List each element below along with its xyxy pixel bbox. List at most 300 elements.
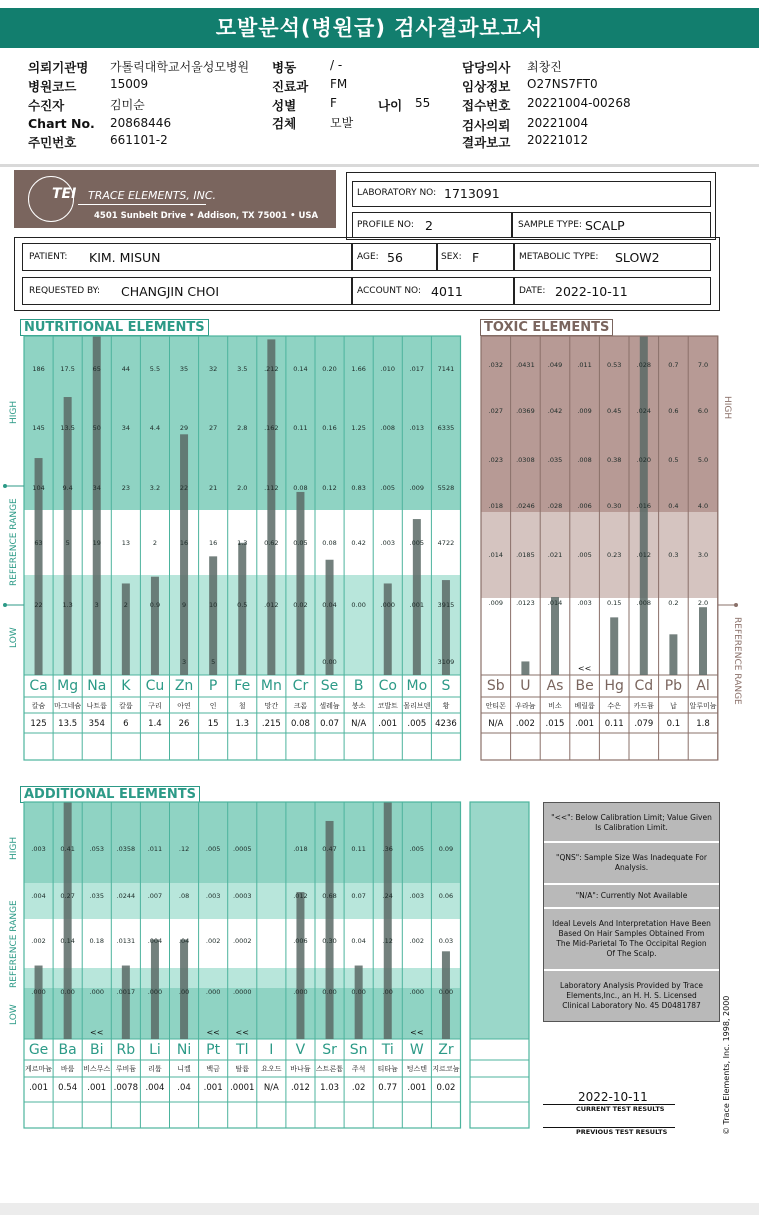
additional-extra-col-1 xyxy=(470,802,500,1039)
chart0-bar-Zn xyxy=(180,434,188,675)
label-receipt-no: 접수번호 xyxy=(462,98,511,113)
chart0-tick-B-1: 1.25 xyxy=(351,424,366,432)
chart1-tick-Be-0: .011 xyxy=(577,361,592,369)
chart2-band-1 xyxy=(24,883,461,919)
chart0-value-Zn: 26 xyxy=(178,719,190,729)
chart2-value-Ti: 0.77 xyxy=(378,1083,398,1093)
chart2-tick-Tl-3: .0000 xyxy=(232,988,252,996)
chart0-symbol-S: S xyxy=(441,678,451,694)
chart0-symbol-Zn: Zn xyxy=(174,678,194,694)
chart2-tick-V-3: .000 xyxy=(293,988,308,996)
profile-no-value: 2 xyxy=(425,218,433,233)
chart0-tick-S-1: 6335 xyxy=(437,424,455,432)
chart0-bar-Mn xyxy=(267,339,275,675)
chart2-value-Pt: .001 xyxy=(203,1083,223,1093)
chart0-korean-Mg: 마그네슘 xyxy=(54,702,82,710)
chart1-symbol-Al: Al xyxy=(696,678,710,694)
chart2-tick-Rb-1: .0244 xyxy=(116,892,136,900)
label-doctor: 담당의사 xyxy=(462,60,511,75)
chart1-value-Sb: N/A xyxy=(488,719,504,729)
label-ward: 병동 xyxy=(272,60,297,75)
chart1-tick-U-0: .0431 xyxy=(516,361,535,369)
chart2-tick-Ge-3: .000 xyxy=(31,988,46,996)
note-laboratory: Laboratory Analysis Provided by Trace Elements,Inc., an H. H. S. Licensed Clinical Laboratory No. 45 D0481787 xyxy=(560,981,703,1010)
chart2-tick-Sn-0: 0.11 xyxy=(351,845,366,853)
chart0-symbol-Mo: Mo xyxy=(406,678,428,694)
chart1-korean-U: 우라늄 xyxy=(515,702,536,710)
chart1-bar-Hg xyxy=(610,617,618,675)
chart1-symbol-Be: Be xyxy=(575,678,594,694)
nutritional-title: NUTRITIONAL ELEMENTS xyxy=(20,319,209,336)
chart1-tick-Be-5: .003 xyxy=(577,599,592,607)
label-department: 진료과 xyxy=(272,79,309,94)
chart1-value-Hg: 0.11 xyxy=(604,719,624,729)
chart0-tick-Mg-2: 9.4 xyxy=(62,484,73,492)
chart1-tick-Be-3: .006 xyxy=(577,502,592,510)
chart0-korean-Co: 코발트 xyxy=(377,702,398,710)
chart1-tick-As-0: .049 xyxy=(547,361,563,369)
chart2-value-Zr: 0.02 xyxy=(436,1083,456,1093)
chart2-korean-Tl: 탈륨 xyxy=(235,1065,250,1073)
chart0-tick-Se-1: 0.16 xyxy=(322,424,337,432)
chart0-symbol-Cu: Cu xyxy=(145,678,165,694)
chart1-tick-Cd-0: .028 xyxy=(636,361,652,369)
chart0-tick-Co-1: .008 xyxy=(380,424,395,432)
chart0-value-Mo: .005 xyxy=(407,719,427,729)
chart0-korean-Zn: 아연 xyxy=(177,702,191,710)
chart0-value-Cu: 1.4 xyxy=(148,719,162,729)
chart2-value-Bi: .001 xyxy=(87,1083,107,1093)
label-clinical-info: 임상정보 xyxy=(462,79,511,94)
metabolic-type-value: SLOW2 xyxy=(615,250,660,265)
chart2-tick-Ni-1: .08 xyxy=(178,892,190,900)
chart0-tick-S-3: 4722 xyxy=(437,539,455,547)
sex-label: SEX: xyxy=(441,252,462,262)
chart2-tick-Ti-2: .12 xyxy=(382,937,393,945)
copyright: © Trace Elements, Inc. 1998, 2000 xyxy=(722,995,731,1135)
chart2-bar-V xyxy=(296,892,304,1039)
chart2-korean-Zr: 지르코늄 xyxy=(432,1065,460,1073)
chart2-korean-V: 바나듐 xyxy=(290,1065,311,1073)
chart2-tick-Bi-2: 0.18 xyxy=(89,937,104,945)
chart0-tick-Fe-2: 2.0 xyxy=(237,484,248,492)
chart0-bar-Co xyxy=(384,583,392,675)
chart0-value-Fe: 1.3 xyxy=(235,719,250,729)
chart0-tick-Zn-5: 3 xyxy=(181,658,187,666)
chart2-tick-W-3: .000 xyxy=(409,988,425,996)
chart2-tick-Sr-1: 0.68 xyxy=(322,892,337,900)
chart2-marker-Tl: << xyxy=(235,1028,249,1037)
chart2-korean-Bi: 비스무스 xyxy=(83,1065,111,1073)
chart1-tick-U-1: .0369 xyxy=(516,407,535,415)
chart0-tick-Cu-2: 3.2 xyxy=(149,484,161,492)
chart0-tick-Fe-4: 0.5 xyxy=(237,601,248,609)
chart2-korean-Sr: 스트론튬 xyxy=(316,1065,344,1073)
chart1-tick-U-4: .0185 xyxy=(516,551,535,559)
chart2-marker-W: << xyxy=(410,1028,424,1037)
chart0-tick-Mo-2: .009 xyxy=(409,484,425,492)
chart1-value-U: .002 xyxy=(515,719,535,729)
value-specimen: 모발 xyxy=(330,116,354,130)
age-value: 56 xyxy=(387,250,403,265)
chart0-tick-S-2: 5528 xyxy=(437,484,455,492)
label-institution: 의뢰기관명 xyxy=(28,60,89,75)
chart2-tick-Sr-2: 0.30 xyxy=(322,937,337,945)
chart2-bar-Ba xyxy=(64,802,72,1039)
chart2-tick-Li-1: .007 xyxy=(147,892,163,900)
chart2-korean-I: 요오드 xyxy=(261,1065,282,1073)
chart0-tick-Mn-1: .162 xyxy=(264,424,279,432)
chart0-tick-S-5: 3109 xyxy=(437,658,455,666)
chart1-tick-Pb-0: 0.7 xyxy=(668,361,679,369)
date-label: DATE: xyxy=(519,286,546,296)
chart0-symbol-Mn: Mn xyxy=(260,678,282,694)
value-receipt-no: 20221004-00268 xyxy=(527,96,631,110)
side-reference-2: REFERENCE RANGE xyxy=(9,900,19,988)
chart0-bar-K xyxy=(122,583,130,675)
value-age: 55 xyxy=(415,96,431,110)
chart1-tick-Pb-1: 0.6 xyxy=(668,407,679,415)
value-resident-no: 661101-2 xyxy=(110,133,168,147)
chart2-bar-Sn xyxy=(355,966,363,1039)
chart1-tick-Al-0: 7.0 xyxy=(697,361,709,369)
chart2-korean-Ti: 티타늄 xyxy=(377,1065,398,1073)
chart2-tick-V-2: .006 xyxy=(293,937,308,945)
chart1-tick-Sb-3: .018 xyxy=(488,502,504,510)
chart0-korean-Cu: 구리 xyxy=(148,702,162,710)
logo-text: TEI xyxy=(52,186,77,202)
chart1-korean-Be: 베릴륨 xyxy=(574,702,595,710)
chart0-korean-Ca: 칼슘 xyxy=(31,702,46,710)
chart0-tick-Cr-0: 0.14 xyxy=(293,365,308,373)
chart2-band-3 xyxy=(24,968,461,988)
value-clinical-info: O27NS7FT0 xyxy=(527,77,598,91)
chart0-value-Se: 0.07 xyxy=(320,719,340,729)
side-reference-toxic: REFERENCE RANGE xyxy=(732,617,742,705)
chart2-tick-Zr-3: 0.00 xyxy=(438,988,454,996)
chart1-tick-Al-4: 3.0 xyxy=(697,551,709,559)
chart1-bar-Al xyxy=(699,607,707,675)
value-sex: F xyxy=(330,96,337,110)
chart2-tick-Li-0: .011 xyxy=(147,845,163,853)
chart0-value-P: 15 xyxy=(207,719,219,729)
side-low-1: LOW xyxy=(9,627,19,648)
chart1-bar-As xyxy=(551,597,559,675)
chart0-korean-B: 붕소 xyxy=(351,702,366,710)
chart2-korean-Ba: 바륨 xyxy=(60,1065,75,1073)
chart1-tick-Al-5: 2.0 xyxy=(697,599,709,607)
chart1-bar-U xyxy=(521,661,529,675)
chart2-tick-Rb-2: .0131 xyxy=(116,937,136,945)
chart0-tick-Fe-3: 1.3 xyxy=(237,539,248,547)
chart1-tick-Cd-2: .020 xyxy=(636,456,652,464)
chart0-tick-B-0: 1.66 xyxy=(351,365,366,373)
chart0-tick-Co-3: .003 xyxy=(380,539,395,547)
chart2-tick-Bi-0: .053 xyxy=(89,845,104,853)
chart0-symbol-Se: Se xyxy=(320,678,339,694)
chart2-tick-Ge-1: .004 xyxy=(31,892,46,900)
chart0-value-Mg: 13.5 xyxy=(58,719,78,729)
chart2-tick-Ba-3: 0.00 xyxy=(60,988,75,996)
chart0-symbol-Cr: Cr xyxy=(292,678,309,694)
chart0-value-S: 4236 xyxy=(435,719,457,729)
current-test-label: CURRENT TEST RESULTS xyxy=(576,1105,665,1113)
chart2-bar-Ge xyxy=(35,966,43,1039)
chart2-tick-Tl-0: .0005 xyxy=(232,845,252,853)
chart0-tick-B-3: 0.42 xyxy=(351,539,366,547)
value-doctor: 최창진 xyxy=(527,60,562,74)
value-patient-name: 김미순 xyxy=(110,98,145,112)
chart0-tick-P-0: 32 xyxy=(209,365,218,373)
chart0-tick-Se-4: 0.04 xyxy=(322,601,337,609)
chart2-tick-Ti-3: .00 xyxy=(382,988,393,996)
chart0-value-K: 6 xyxy=(123,719,129,729)
chart0-tick-Mo-0: .017 xyxy=(409,365,425,373)
laboratory-no-label: LABORATORY NO: xyxy=(357,188,437,198)
chart2-symbol-V: V xyxy=(295,1042,306,1058)
label-sex: 성별 xyxy=(272,98,297,113)
chart0-tick-P-1: 27 xyxy=(209,424,218,432)
chart1-tick-Hg-0: 0.53 xyxy=(606,361,622,369)
chart1-tick-Cd-1: .024 xyxy=(636,407,652,415)
laboratory-no-value: 1713091 xyxy=(444,186,500,201)
chart1-tick-Sb-0: .032 xyxy=(488,361,504,369)
company-name: TRACE ELEMENTS, INC. xyxy=(88,189,217,202)
chart1-korean-Al: 알루미늄 xyxy=(689,702,717,710)
chart0-tick-Na-2: 34 xyxy=(92,484,101,492)
report-title: 모발분석(병원급) 검사결과보고서 xyxy=(0,8,759,48)
chart0-bar-Mg xyxy=(64,397,72,675)
chart1-tick-Sb-5: .009 xyxy=(488,599,504,607)
chart0-tick-Se-0: 0.20 xyxy=(322,365,337,373)
chart2-value-Rb: .0078 xyxy=(113,1083,139,1093)
chart0-tick-Zn-0: 35 xyxy=(179,365,189,373)
chart1-tick-Hg-4: 0.23 xyxy=(606,551,622,559)
chart2-symbol-I: I xyxy=(269,1042,274,1058)
chart2-value-V: .012 xyxy=(290,1083,310,1093)
chart0-tick-Na-1: 50 xyxy=(92,424,101,432)
chart0-tick-K-3: 13 xyxy=(121,539,130,547)
value-request-date: 20221004 xyxy=(527,116,589,130)
chart2-symbol-Zr: Zr xyxy=(438,1042,454,1058)
date-value: 2022-10-11 xyxy=(555,284,628,299)
chart2-value-I: N/A xyxy=(263,1083,279,1093)
chart2-marker-Pt: << xyxy=(206,1028,220,1037)
chart2-korean-W: 텅스텐 xyxy=(406,1065,427,1073)
chart0-tick-Se-3: 0.08 xyxy=(322,539,337,547)
additional-extra-col-2 xyxy=(500,802,529,1039)
chart2-symbol-Sn: Sn xyxy=(349,1042,368,1058)
company-address: 4501 Sunbelt Drive • Addison, TX 75001 • USA xyxy=(94,211,319,221)
chart2-tick-Rb-3: .0017 xyxy=(116,988,136,996)
chart2-korean-Rb: 루비듐 xyxy=(115,1065,136,1073)
chart0-tick-Ca-1: 145 xyxy=(32,424,45,432)
chart2-tick-Sn-3: 0.00 xyxy=(351,988,366,996)
chart0-symbol-Co: Co xyxy=(378,678,397,694)
value-chart-no: 20868446 xyxy=(110,116,172,130)
chart2-value-W: .001 xyxy=(407,1083,427,1093)
chart2-tick-Pt-0: .005 xyxy=(205,845,221,853)
toxic-title: TOXIC ELEMENTS xyxy=(480,319,613,336)
chart1-symbol-Pb: Pb xyxy=(664,678,683,694)
chart1-value-Be: .001 xyxy=(575,719,595,729)
chart1-tick-As-5: .014 xyxy=(547,599,563,607)
chart1-tick-Al-2: 5.0 xyxy=(697,456,709,464)
chart0-tick-Cu-1: 4.4 xyxy=(149,424,161,432)
chart0-korean-Mn: 망간 xyxy=(264,702,279,710)
label-report-date: 결과보고 xyxy=(462,135,511,150)
side-low-2: LOW xyxy=(9,1004,19,1025)
chart0-value-Na: 354 xyxy=(88,719,105,729)
chart0-tick-S-0: 7141 xyxy=(437,365,455,373)
chart0-symbol-Mg: Mg xyxy=(57,678,79,694)
chart2-tick-Bi-1: .035 xyxy=(89,892,104,900)
chart0-korean-K: 칼륨 xyxy=(119,702,133,710)
chart0-tick-Na-0: 65 xyxy=(92,365,101,373)
chart2-symbol-Ti: Ti xyxy=(381,1042,394,1058)
previous-test-label: PREVIOUS TEST RESULTS xyxy=(576,1128,668,1136)
chart1-korean-Cd: 카드뮴 xyxy=(633,702,654,710)
chart0-value-Cr: 0.08 xyxy=(290,719,310,729)
chart2-tick-Ni-0: .12 xyxy=(178,845,190,853)
chart2-tick-Ge-0: .003 xyxy=(31,845,46,853)
chart0-tick-Cr-3: 0.05 xyxy=(293,539,308,547)
value-ward: / - xyxy=(330,58,343,72)
chart2-symbol-Tl: Tl xyxy=(236,1042,249,1058)
chart0-tick-Zn-4: 9 xyxy=(181,601,187,609)
chart2-korean-Li: 리튬 xyxy=(148,1065,162,1073)
note-na: "N/A": Currently Not Available xyxy=(544,885,719,909)
side-high-toxic: HIGH xyxy=(722,396,732,420)
chart0-tick-Mg-1: 13.5 xyxy=(60,424,75,432)
chart0-value-B: N/A xyxy=(351,719,367,729)
chart0-tick-Mn-2: .112 xyxy=(264,484,279,492)
chart1-korean-Pb: 납 xyxy=(670,702,677,710)
chart2-tick-W-2: .002 xyxy=(409,937,425,945)
chart1-tick-As-1: .042 xyxy=(547,407,563,415)
chart0-value-Co: .001 xyxy=(378,719,398,729)
page-footer xyxy=(0,1203,759,1215)
chart2-tick-W-1: .003 xyxy=(409,892,425,900)
chart2-tick-Pt-2: .002 xyxy=(205,937,221,945)
chart2-symbol-W: W xyxy=(409,1042,424,1058)
chart2-tick-Bi-3: .000 xyxy=(89,988,104,996)
chart0-korean-Cr: 크롬 xyxy=(293,702,308,710)
chart1-tick-U-3: .0246 xyxy=(516,502,535,510)
label-hospital-code: 병원코드 xyxy=(28,79,77,94)
chart1-symbol-As: As xyxy=(546,678,564,694)
chart0-tick-K-4: 2 xyxy=(123,601,128,609)
chart0-bar-Cu xyxy=(151,577,159,675)
chart0-tick-K-2: 23 xyxy=(121,484,130,492)
patient-label: PATIENT: xyxy=(29,252,68,262)
chart0-tick-Zn-2: 22 xyxy=(179,484,189,492)
chart0-tick-Ca-3: 63 xyxy=(34,539,43,547)
note-qns: "QNS": Sample Size Was Inadequate For Analysis. xyxy=(544,843,719,885)
chart0-tick-Co-4: .000 xyxy=(380,601,395,609)
chart1-tick-Cd-4: .012 xyxy=(636,551,652,559)
note-below-calibration: "<<": Below Calibration Limit; Value Given Is Calibration Limit. xyxy=(544,803,719,843)
chart1-tick-Hg-2: 0.38 xyxy=(606,456,622,464)
label-specimen: 검체 xyxy=(272,116,297,131)
chart0-tick-Mg-3: 5 xyxy=(65,539,70,547)
chart2-marker-Bi: << xyxy=(90,1028,104,1037)
chart0-korean-S: 황 xyxy=(442,702,450,710)
chart2-value-Sr: 1.03 xyxy=(320,1083,340,1093)
chart1-tick-Cd-5: .008 xyxy=(636,599,652,607)
chart0-tick-Cu-0: 5.5 xyxy=(149,365,161,373)
chart0-symbol-B: B xyxy=(353,678,364,694)
side-high-2: HIGH xyxy=(9,836,19,860)
chart1-value-Al: 1.8 xyxy=(696,719,710,729)
chart2-tick-Tl-2: .0002 xyxy=(232,937,252,945)
chart0-tick-B-4: 0.00 xyxy=(351,601,366,609)
account-no-label: ACCOUNT NO: xyxy=(357,286,422,296)
chart2-tick-Li-3: .000 xyxy=(147,988,163,996)
chart2-value-Sn: .02 xyxy=(351,1083,366,1093)
chart2-symbol-Ba: Ba xyxy=(58,1042,77,1058)
chart1-tick-Hg-1: 0.45 xyxy=(606,407,622,415)
chart0-tick-Mo-1: .013 xyxy=(409,424,425,432)
value-department: FM xyxy=(330,77,348,91)
chart0-tick-B-2: 0.83 xyxy=(351,484,366,492)
chart2-symbol-Li: Li xyxy=(149,1042,161,1058)
chart2-value-Li: .004 xyxy=(145,1083,165,1093)
chart2-symbol-Rb: Rb xyxy=(116,1042,136,1058)
chart1-tick-Be-2: .008 xyxy=(577,456,592,464)
chart0-tick-Co-0: .010 xyxy=(380,365,395,373)
chart0-korean-Se: 셀레늄 xyxy=(319,702,340,710)
chart1-tick-As-3: .028 xyxy=(547,502,563,510)
chart2-tick-Ti-0: .36 xyxy=(382,845,393,853)
chart0-symbol-Fe: Fe xyxy=(234,678,251,694)
requested-by-label: REQUESTED BY: xyxy=(29,286,101,296)
patient-value: KIM. MISUN xyxy=(89,250,161,265)
chart2-tick-Ni-3: .00 xyxy=(178,988,190,996)
chart1-tick-Sb-1: .027 xyxy=(488,407,504,415)
chart2-bar-Rb xyxy=(122,966,130,1039)
chart2-tick-Tl-1: .0003 xyxy=(232,892,252,900)
chart1-marker-Be: << xyxy=(577,664,592,673)
label-chart-no: Chart No. xyxy=(28,116,95,131)
chart2-korean-Sn: 주석 xyxy=(351,1065,366,1073)
chart2-symbol-Bi: Bi xyxy=(90,1042,104,1058)
chart1-tick-Pb-5: 0.2 xyxy=(668,599,679,607)
chart1-korean-Sb: 안티몬 xyxy=(485,702,506,710)
current-test-date: 2022-10-11 xyxy=(578,1090,648,1104)
chart1-value-As: .015 xyxy=(545,719,565,729)
chart0-tick-Ca-4: 22 xyxy=(34,601,43,609)
chart2-korean-Ge: 게르마늄 xyxy=(25,1065,53,1073)
side-reference-1: REFERENCE RANGE xyxy=(9,498,19,586)
chart0-tick-Mn-4: .012 xyxy=(264,601,279,609)
chart0-tick-Mo-4: .001 xyxy=(409,601,425,609)
chart0-korean-Fe: 철 xyxy=(238,702,246,710)
chart0-tick-Cu-4: 0.9 xyxy=(149,601,161,609)
chart2-value-Ba: 0.54 xyxy=(58,1083,78,1093)
chart2-band-0 xyxy=(24,802,461,883)
chart1-tick-Sb-2: .023 xyxy=(488,456,504,464)
chart1-tick-Pb-2: 0.5 xyxy=(668,456,679,464)
chart0-tick-Na-4: 3 xyxy=(94,601,99,609)
chart2-tick-Pt-1: .003 xyxy=(205,892,221,900)
chart0-tick-Se-5: 0.00 xyxy=(322,658,337,666)
chart1-tick-U-5: .0123 xyxy=(516,599,535,607)
chart1-tick-Hg-5: 0.15 xyxy=(606,599,622,607)
chart2-tick-Li-2: .004 xyxy=(147,937,163,945)
chart1-tick-Cd-3: .016 xyxy=(636,502,652,510)
chart0-korean-Na: 나트륨 xyxy=(86,702,107,710)
